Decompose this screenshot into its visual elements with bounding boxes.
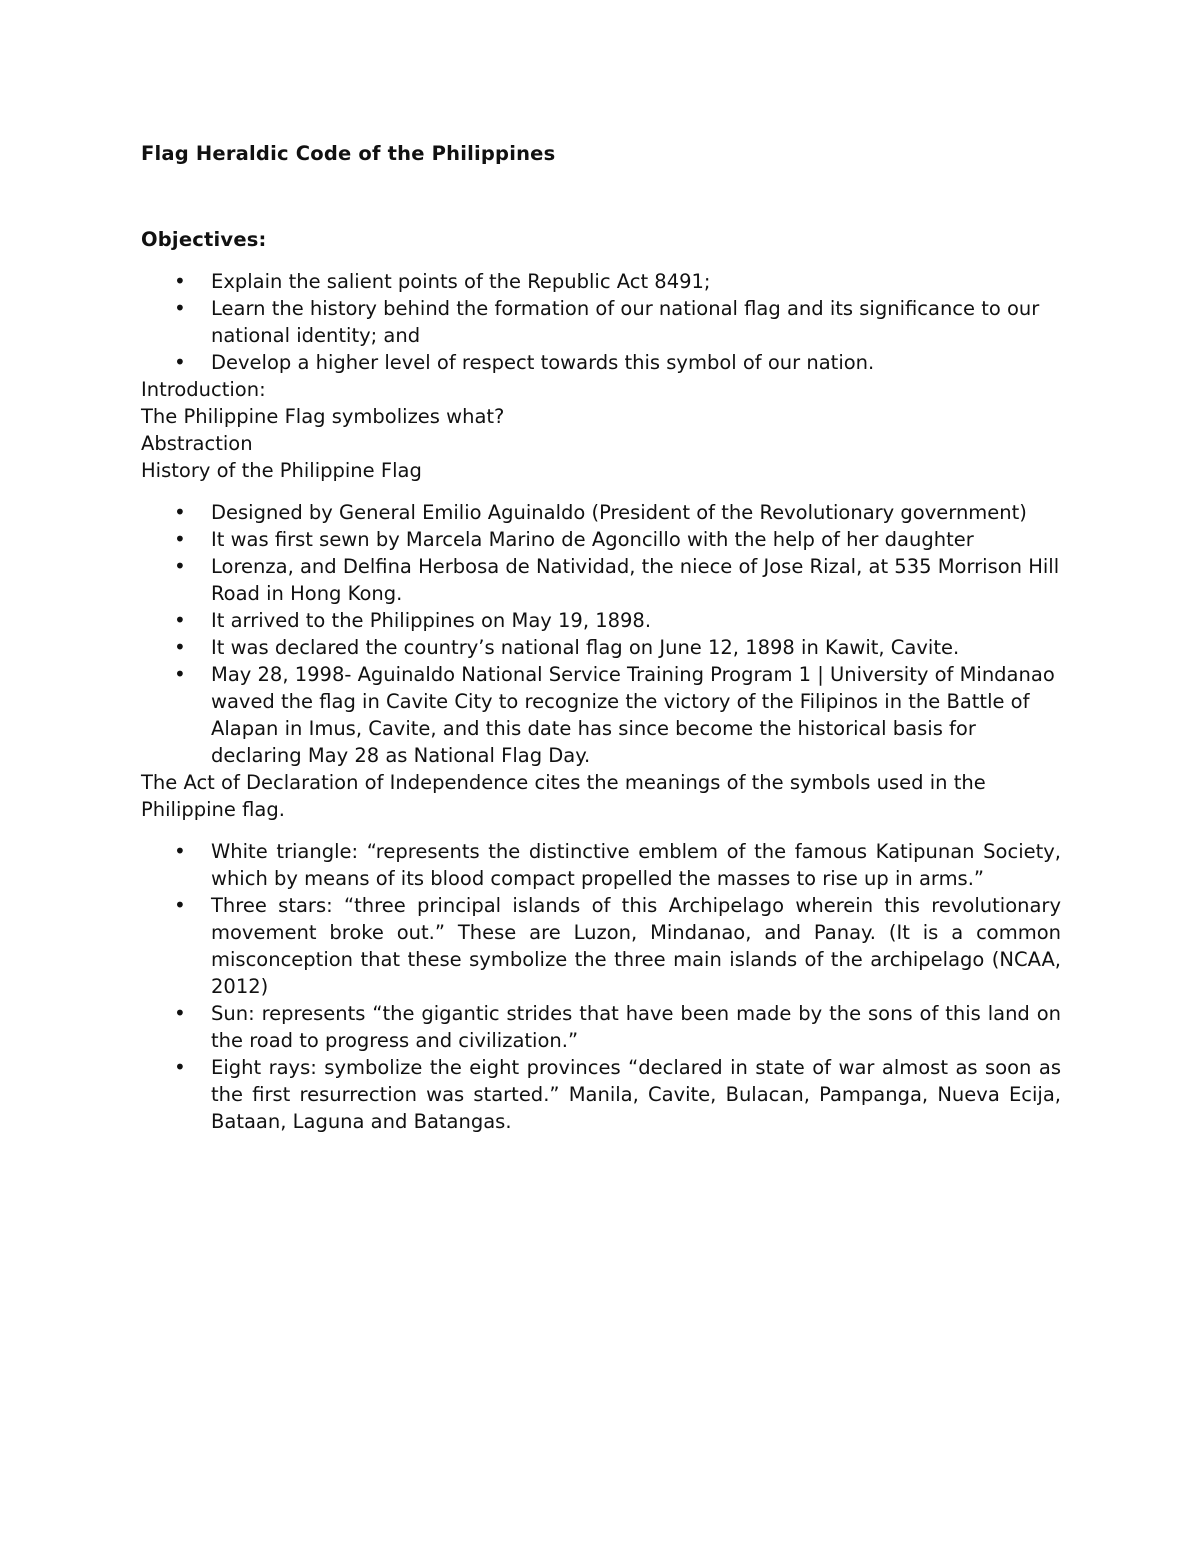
introduction-label: Introduction:: [141, 378, 266, 401]
bullet-icon: •: [174, 893, 186, 917]
bullet-icon: •: [174, 1001, 186, 1025]
bullet-icon: •: [174, 350, 186, 374]
symbol-text: Eight rays: symbolize the eight provinces “declared in state of war almost as soon as the first resurrection was started.” Manila, Cavite, Bulacan, Pampanga, Nueva Ecija, Bataan, Laguna and Batangas.: [211, 1056, 1061, 1133]
history-text: Designed by General Emilio Aguinaldo (President of the Revolutionary government): [211, 501, 1027, 524]
bullet-icon: •: [174, 1055, 186, 1079]
bullet-icon: •: [174, 839, 186, 863]
history-text: Lorenza, and Delfina Herbosa de Natividad, the niece of Jose Rizal, at 535 Morrison Hill Road in Hong Kong.: [211, 555, 1060, 605]
list-item: [141, 499, 1061, 526]
objective-text: Explain the salient points of the Republic Act 8491;: [211, 270, 711, 293]
objectives-list: [141, 268, 1061, 376]
symbol-text: White triangle: “represents the distinctive emblem of the famous Katipunan Society, which by means of its blood compact propelled the masses to rise up in arms.”: [211, 840, 1061, 890]
objective-text: Learn the history behind the formation of our national flag and its significance to our national identity; and: [211, 297, 1040, 347]
bullet-icon: •: [174, 296, 186, 320]
history-text: It was first sewn by Marcela Marino de Agoncillo with the help of her daughter: [211, 528, 974, 551]
list-item: [141, 295, 1061, 349]
bullet-icon: •: [174, 269, 186, 293]
history-text: It was declared the country’s national flag on June 12, 1898 in Kawit, Cavite.: [211, 636, 960, 659]
list-item: [141, 1054, 1061, 1135]
list-item: [141, 838, 1061, 892]
symbol-text: Sun: represents “the gigantic strides that have been made by the sons of this land on the road to progress and civilization.”: [211, 1002, 1061, 1052]
bullet-icon: •: [174, 500, 186, 524]
list-item: [141, 661, 1061, 769]
list-item: [141, 607, 1061, 634]
list-item: [141, 268, 1061, 295]
document-title: Flag Heraldic Code of the Philippines: [141, 142, 556, 165]
objectives-heading: Objectives:: [141, 228, 267, 251]
list-item: [141, 349, 1061, 376]
act-paragraph: The Act of Declaration of Independence cites the meanings of the symbols used in the Philippine flag.: [141, 771, 986, 821]
history-heading: History of the Philippine Flag: [141, 459, 422, 482]
history-text: May 28, 1998- Aguinaldo National Service Training Program 1 | University of Mindanao waved the flag in Cavite City to recognize the victory of the Filipinos in the Battle of Alapan in Imus, Cavite, and this date has since become the historical basis for declaring May 28 as National Flag Day.: [211, 663, 1055, 767]
bullet-icon: •: [174, 662, 186, 686]
list-item: [141, 634, 1061, 661]
list-item: [141, 553, 1061, 607]
objective-text: Develop a higher level of respect towards this symbol of our nation.: [211, 351, 875, 374]
history-list: [141, 499, 1061, 769]
abstraction-label: Abstraction: [141, 432, 253, 455]
bullet-icon: •: [174, 608, 186, 632]
bullet-icon: •: [174, 527, 186, 551]
history-text: It arrived to the Philippines on May 19, 1898.: [211, 609, 652, 632]
bullet-icon: •: [174, 635, 186, 659]
list-item: [141, 526, 1061, 553]
symbols-list: [141, 838, 1061, 1135]
list-item: [141, 892, 1061, 1000]
introduction-question: The Philippine Flag symbolizes what?: [141, 405, 505, 428]
symbol-text: Three stars: “three principal islands of this Archipelago wherein this revolutionary movement broke out.” These are Luzon, Mindanao, and Panay. (It is a common misconception that these symbolize the three main islands of the archipelago (NCAA, 2012): [211, 894, 1061, 998]
list-item: [141, 1000, 1061, 1054]
document-body: [141, 140, 1061, 1135]
bullet-icon: •: [174, 554, 186, 578]
